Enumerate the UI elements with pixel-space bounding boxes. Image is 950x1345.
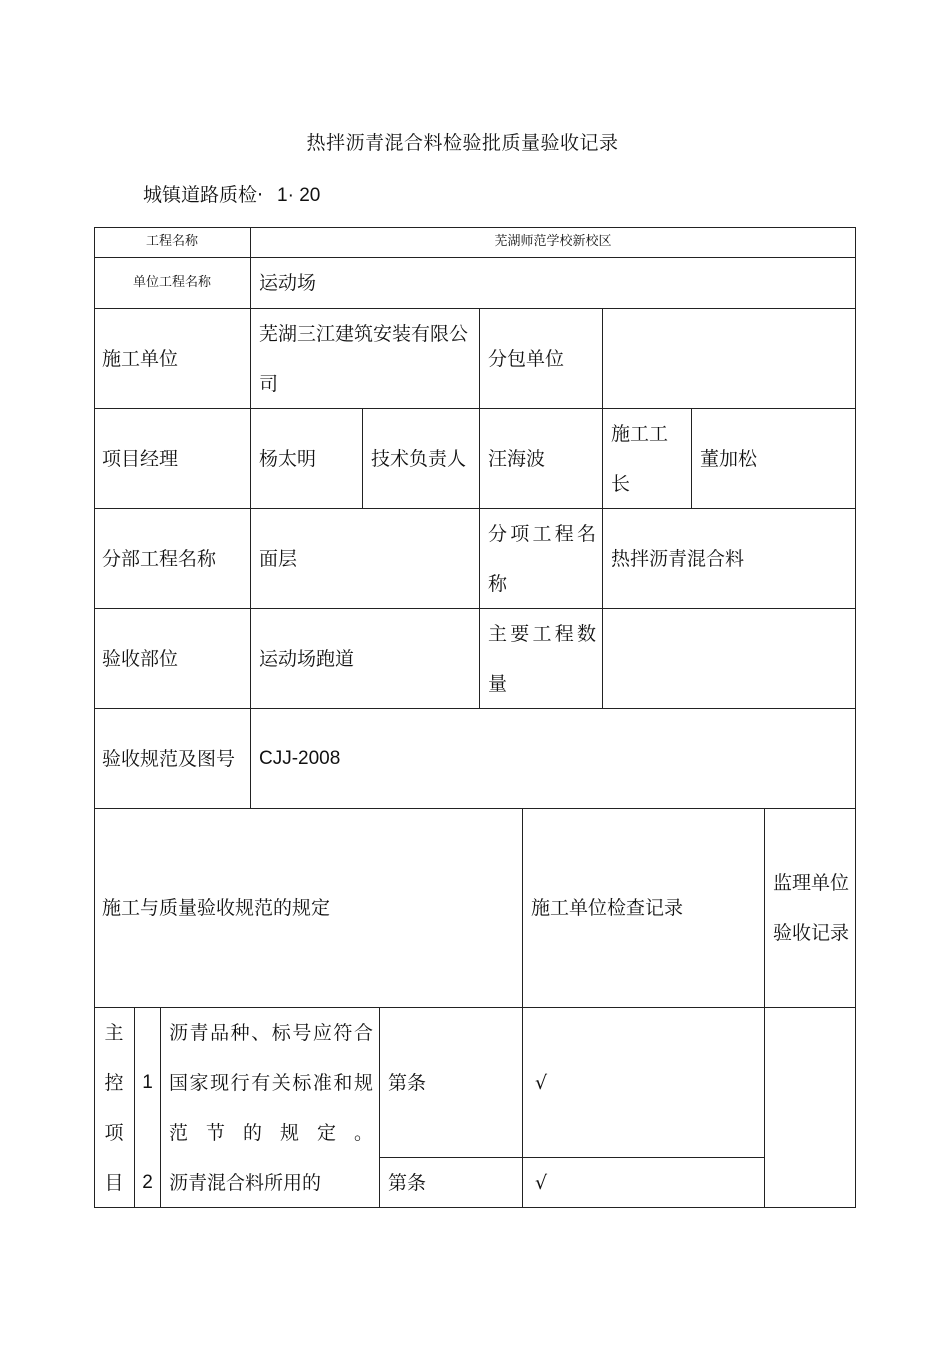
supervisor-record-header: 监理单位验收记录 — [773, 872, 850, 944]
project-name-label: 工程名称 — [145, 234, 198, 249]
main-items-label: 主控项目 — [104, 1021, 124, 1194]
quantity-label: 主要工程数量 — [488, 622, 596, 695]
item-clause: 第条 — [388, 1071, 427, 1094]
item-check-mark: √ — [535, 1071, 548, 1094]
project-name-value: 芜湖师范学校新校区 — [494, 234, 612, 249]
quantity-value — [603, 609, 855, 708]
unit-project-label: 单位工程名称 — [132, 275, 211, 290]
tech-lead-value: 汪海波 — [488, 447, 546, 470]
item-number: 1 — [142, 1071, 153, 1093]
subitem-label: 分项工程名称 — [488, 522, 596, 595]
contractor-value: 芜湖三江建筑安装有限公司 — [259, 322, 469, 395]
manager-value: 杨太明 — [259, 447, 317, 470]
contractor-label: 施工单位 — [102, 347, 179, 370]
tech-lead-label: 技术负责人 — [371, 447, 467, 470]
page-title: 热拌沥青混合料检验批质量验收记录 — [306, 132, 619, 154]
subcontractor-label: 分包单位 — [488, 347, 565, 370]
foreman-value: 董加松 — [700, 447, 758, 470]
inspection-record-table — [94, 227, 856, 1208]
subcontractor-value — [603, 309, 855, 408]
form-code: 1· 20 — [277, 185, 321, 206]
regulation-header: 施工与质量验收规范的规定 — [102, 897, 331, 919]
division-value: 面层 — [259, 547, 298, 570]
foreman-label: 施工工长 — [611, 422, 669, 495]
item-number: 2 — [142, 1171, 153, 1193]
form-code-line — [143, 180, 320, 207]
location-value: 运动场跑道 — [259, 647, 355, 670]
item-clause: 第条 — [388, 1171, 427, 1194]
supervisor-record-cell — [765, 1008, 855, 1207]
subitem-value: 热拌沥青混合料 — [611, 547, 745, 570]
unit-project-value: 运动场 — [259, 272, 317, 294]
form-code-label: 城镇道路质检· — [143, 184, 264, 206]
spec-label: 验收规范及图号 — [102, 747, 236, 770]
division-label: 分部工程名称 — [102, 547, 217, 570]
item-requirement: 沥青品种、标号应符合国家现行有关标准和规范节的规定。 — [169, 1021, 373, 1144]
item-requirement: 沥青混合料所用的 — [169, 1171, 322, 1194]
manager-label: 项目经理 — [102, 447, 179, 470]
spec-value: CJJ-2008 — [259, 747, 341, 769]
item-check-mark: √ — [535, 1171, 548, 1194]
location-label: 验收部位 — [102, 647, 179, 670]
contractor-record-header: 施工单位检查记录 — [531, 897, 684, 919]
